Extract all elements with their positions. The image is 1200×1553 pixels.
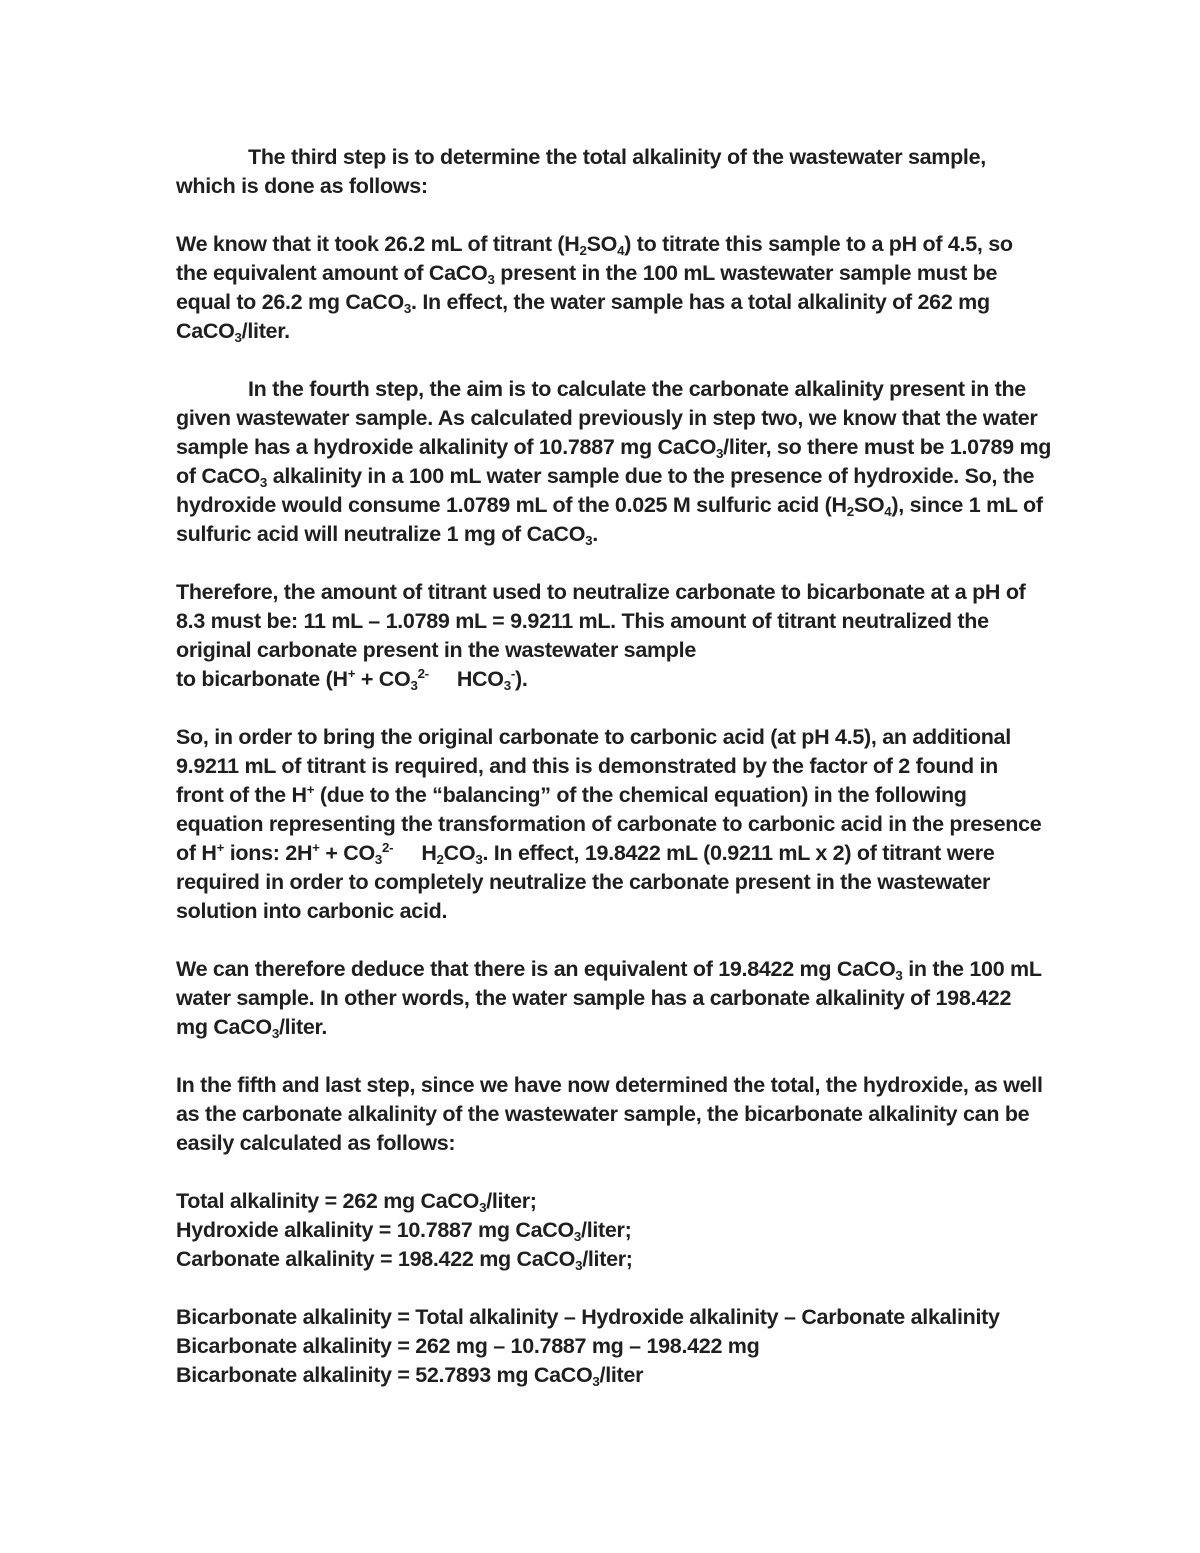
text-line: The third step is to determine the total alkalinity of the wastewater sample, (248, 145, 986, 169)
text-line: We can therefore deduce that there is an equivalent of 19.8422 mg CaCO (176, 957, 896, 981)
text-line: which is done as follows: (176, 174, 428, 198)
text-fragment: . In effect, 19.8422 mL (0.9211 mL x 2) of titrant were (482, 841, 995, 865)
text-line: original carbonate present in the wastewater sample (176, 638, 696, 662)
superscript: 2- (382, 840, 394, 856)
text-line: sample has a hydroxide alkalinity of 10.7887 mg CaCO (176, 435, 717, 459)
text-line: 9.9211 mL of titrant is required, and this is demonstrated by the factor of 2 found in (176, 754, 999, 778)
text-line: Bicarbonate alkalinity = Total alkalinity – Hydroxide alkalinity – Carbonate alkalinity (176, 1305, 1000, 1329)
paragraph-step-three (176, 143, 1036, 201)
text-line: required in order to completely neutralize the carbonate present in the wastewater (176, 870, 991, 894)
text-fragment: present in the 100 mL wastewater sample must be (494, 261, 998, 285)
text-line: In the fourth step, the aim is to calculate the carbonate alkalinity present in the (248, 377, 1026, 401)
text-fragment: alkalinity in a 100 mL water sample due to the presence of hydroxide. So, the (267, 464, 1035, 488)
subscript: 3 (592, 1373, 600, 1389)
text-line: We know that it took 26.2 mL of titrant (H (176, 232, 580, 256)
text-fragment: /liter; (486, 1189, 537, 1213)
text-line: Therefore, the amount of titrant used to neutralize carbonate to bicarbonate at a pH of (176, 580, 1026, 604)
text-line: mg CaCO (176, 1015, 272, 1039)
text-fragment: ions: 2H (224, 841, 313, 865)
text-fragment: /liter (599, 1363, 644, 1387)
text-fragment: CO (443, 841, 476, 865)
subscript: 3 (503, 677, 511, 693)
subscript: 2 (579, 242, 587, 258)
text-fragment: HCO (456, 667, 504, 691)
text-fragment: . (592, 522, 598, 546)
subscript: 2 (846, 503, 854, 519)
subscript: 4 (884, 503, 892, 519)
subscript: 2 (436, 851, 444, 867)
document-body (176, 143, 1052, 1390)
text-fragment: + CO (355, 667, 411, 691)
text-fragment: /liter; (581, 1218, 632, 1242)
superscript: + (312, 840, 320, 856)
superscript: - (510, 666, 515, 682)
text-line: as the carbonate alkalinity of the wastewater sample, the bicarbonate alkalinity can be (176, 1102, 1030, 1126)
paragraph-carbonic-acid (176, 723, 1042, 926)
text-fragment: /liter. (241, 319, 290, 343)
text-line: Bicarbonate alkalinity = 262 mg – 10.7887 mg – 198.422 mg (176, 1334, 760, 1358)
text-line: easily calculated as follows: (176, 1131, 456, 1155)
subscript: 3 (271, 1025, 279, 1041)
text-line: 8.3 must be: 11 mL – 1.0789 mL = 9.9211 mL. This amount of titrant neutralized the (176, 609, 989, 633)
subscript: 3 (585, 532, 593, 548)
text-line: In the fifth and last step, since we have now determined the total, the hydroxide, as well (176, 1073, 1043, 1097)
subscript: 3 (716, 445, 724, 461)
paragraph-titrant-total (176, 230, 1036, 346)
text-line: Bicarbonate alkalinity = 52.7893 mg CaCO (176, 1363, 593, 1387)
paragraph-step-four (176, 375, 1052, 549)
text-line: the equivalent amount of CaCO (176, 261, 488, 285)
subscript: 3 (374, 851, 383, 867)
text-line: sulfuric acid will neutralize 1 mg of CaCO (176, 522, 586, 546)
subscript: 3 (410, 677, 418, 693)
text-line: front of the H (176, 783, 307, 807)
superscript: + (306, 782, 315, 798)
subscript: 3 (259, 474, 268, 490)
paragraph-bicarbonate-titrant (176, 578, 1036, 694)
subscript: 3 (479, 1199, 487, 1215)
text-fragment: /liter, so there must be 1.0789 mg (723, 435, 1052, 459)
text-line: Carbonate alkalinity = 198.422 mg CaCO (176, 1247, 576, 1271)
text-fragment: ) to titrate this sample to a pH of 4.5, so (624, 232, 1013, 256)
text-line: hydroxide would consume 1.0789 mL of the 0.025 M sulfuric acid (H (176, 493, 847, 517)
text-line: to bicarbonate (H (176, 667, 348, 691)
text-fragment: SO (853, 493, 885, 517)
text-line: of H (176, 841, 217, 865)
superscript: + (216, 840, 225, 856)
alkalinity-summary (176, 1187, 1036, 1274)
text-fragment: H (421, 841, 437, 865)
text-fragment: ), since 1 mL of (891, 493, 1043, 517)
text-line: given wastewater sample. As calculated previously in step two, we know that the water (176, 406, 1038, 430)
subscript: 3 (575, 1257, 583, 1273)
text-fragment: . In effect, the water sample has a total alkalinity of 262 mg (411, 290, 990, 314)
text-fragment: SO (586, 232, 618, 256)
subscript: 3 (895, 967, 903, 983)
subscript: 4 (617, 242, 625, 258)
bicarbonate-calculation (176, 1303, 1036, 1390)
subscript: 3 (475, 851, 483, 867)
text-line: Hydroxide alkalinity = 10.7887 mg CaCO (176, 1218, 574, 1242)
text-fragment: /liter. (278, 1015, 328, 1039)
subscript: 3 (487, 271, 495, 287)
superscript: 2- (417, 666, 429, 682)
text-line: equation representing the transformation of carbonate to carbonic acid in the presence (176, 812, 1042, 836)
text-line: of CaCO (176, 464, 260, 488)
paragraph-carbonate-alkalinity (176, 955, 1042, 1042)
subscript: 3 (573, 1228, 582, 1244)
paragraph-step-five (176, 1071, 1043, 1158)
text-line: solution into carbonic acid. (176, 899, 448, 923)
subscript: 3 (234, 329, 242, 345)
text-line: Total alkalinity = 262 mg CaCO (176, 1189, 480, 1213)
text-fragment: in the 100 mL (902, 957, 1042, 981)
text-line: equal to 26.2 mg CaCO (176, 290, 404, 314)
text-line: water sample. In other words, the water sample has a carbonate alkalinity of 198.422 (176, 986, 1012, 1010)
text-line: CaCO (176, 319, 235, 343)
text-fragment: /liter; (582, 1247, 633, 1271)
subscript: 3 (403, 300, 411, 316)
text-fragment: ). (514, 667, 528, 691)
text-fragment: + CO (319, 841, 375, 865)
text-fragment: (due to the “balancing” of the chemical equation) in the following (314, 783, 967, 807)
text-line: So, in order to bring the original carbonate to carbonic acid (at pH 4.5), an additional (176, 725, 1011, 749)
superscript: + (347, 666, 356, 682)
